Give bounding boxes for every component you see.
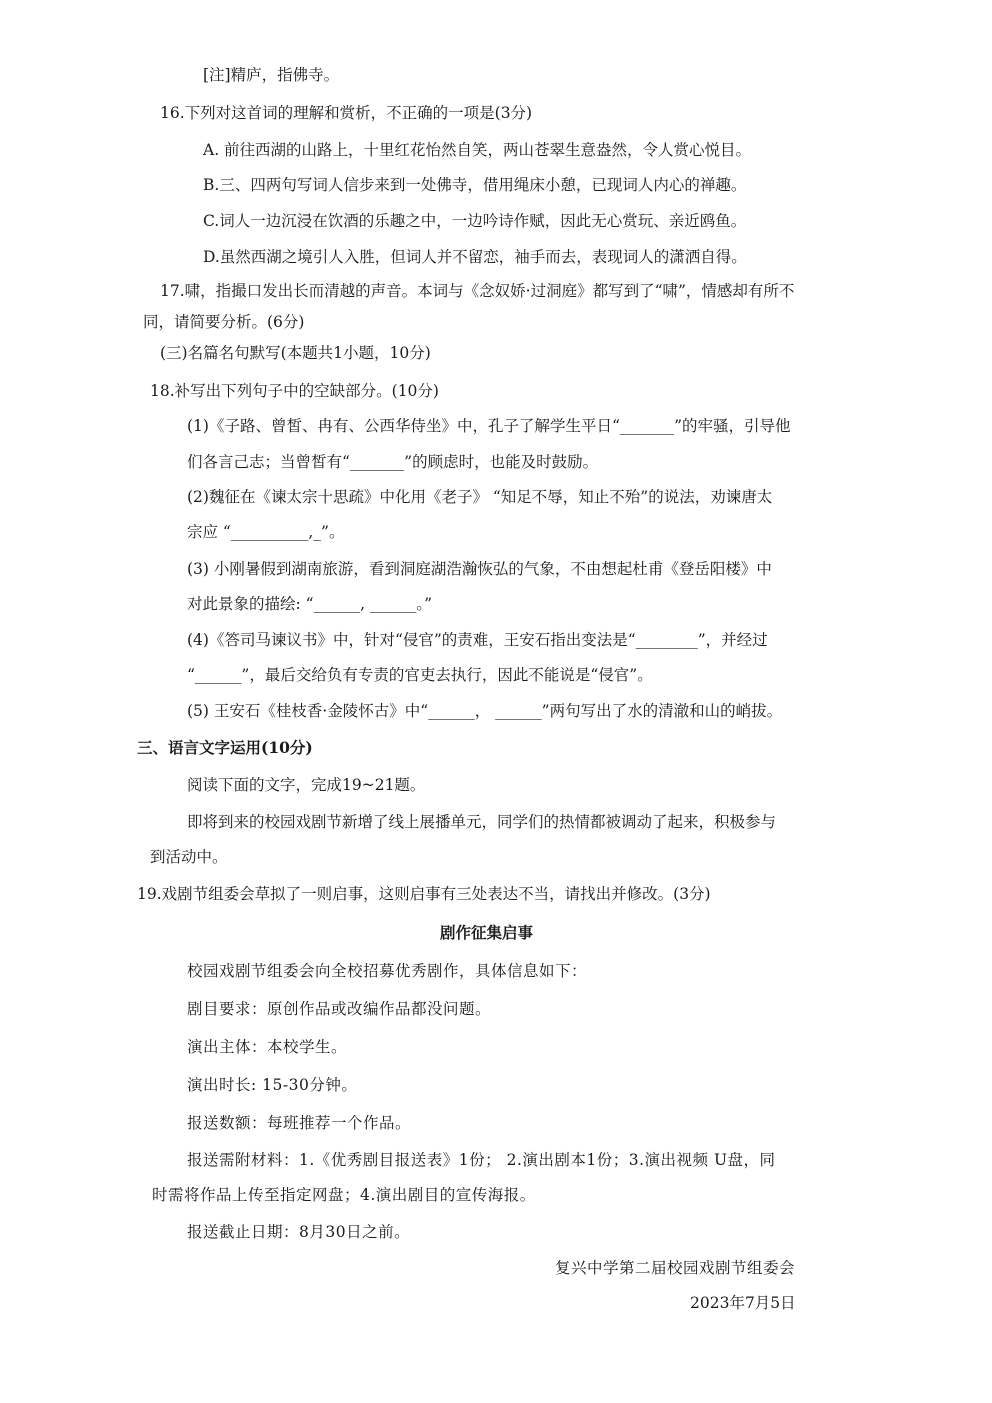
notice-line-2: 剧目要求：原创作品或改编作品都没问题。 [187, 1000, 492, 1018]
note-line: [注]精庐，指佛寺。 [203, 66, 340, 84]
notice-line-3: 演出主体：本校学生。 [187, 1038, 348, 1056]
notice-title: 剧作征集启事 [440, 924, 534, 942]
notice-line-4: 演出时长: 15-30分钟。 [187, 1076, 358, 1094]
part-three-heading: 三、语言文字运用(10分) [137, 738, 313, 757]
question-16-stem: 16.下列对这首词的理解和赏析，不正确的一项是(3分) [160, 104, 533, 122]
q18-item-1-line-1: (1)《子路、曾皙、冉有、公西华侍坐》中，孔子了解学生平日“_______”的牢骚，引导他 [187, 417, 791, 435]
question-18-stem: 18.补写出下列句子中的空缺部分。(10分) [150, 382, 439, 400]
q18-item-3-line-1: (3) 小刚暑假到湖南旅游，看到洞庭湖浩瀚恢弘的气象，不由想起杜甫《登岳阳楼》中 [187, 560, 772, 578]
notice-line-7: 时需将作品上传至指定网盘；4.演出剧目的宣传海报。 [152, 1186, 536, 1204]
question-17-line-1: 17.啸，指撮口发出长而清越的声音。本词与《念奴娇·过洞庭》都写到了“啸”，情感却有所不 [160, 282, 795, 300]
q18-item-4-line-1: (4)《答司马谏议书》中，针对“侵官”的责难，王安石指出变法是“________”，并经过 [187, 631, 768, 649]
reading-instruction: 阅读下面的文字，完成19~21题。 [187, 776, 426, 794]
section-heading-recitation: (三)名篇名句默写(本题共1小题，10分) [160, 344, 431, 362]
notice-signature: 复兴中学第二届校园戏剧节组委会 [555, 1259, 796, 1277]
q16-option-d: D.虽然西湖之境引人入胜，但词人并不留恋，袖手而去，表现词人的潇洒自得。 [203, 248, 747, 266]
q16-option-c: C.词人一边沉浸在饮酒的乐趣之中，一边吟诗作赋，因此无心赏玩、亲近鸥鱼。 [203, 212, 747, 230]
question-19-stem: 19.戏剧节组委会草拟了一则启事，这则启事有三处表达不当，请找出并修改。(3分) [137, 885, 711, 903]
q16-option-b: B.三、四两句写词人信步来到一处佛寺，借用绳床小憩，已现词人内心的禅趣。 [203, 176, 747, 194]
q18-item-1-line-2: 们各言己志；当曾皙有“_______”的顾虑时，也能及时鼓励。 [187, 453, 599, 471]
passage-line-1: 即将到来的校园戏剧节新增了线上展播单元，同学们的热情都被调动了起来，积极参与 [187, 813, 777, 831]
q18-item-3-line-2: 对此景象的描绘: “______, ______。” [187, 595, 433, 613]
passage-line-2: 到活动中。 [150, 848, 228, 866]
q18-item-5: (5) 王安石《桂枝香·金陵怀古》中“______， ______”两句写出了水的清澈和山的峭拔。 [187, 702, 783, 720]
notice-line-1: 校园戏剧节组委会向全校招募优秀剧作，具体信息如下： [187, 962, 588, 980]
question-17-line-2: 同，请简要分析。(6分) [143, 313, 305, 331]
notice-date: 2023年7月5日 [690, 1294, 796, 1312]
notice-line-5: 报送数额：每班推荐一个作品。 [187, 1114, 412, 1132]
q16-option-a: A. 前往西湖的山路上，十里红花怡然自笑，两山苍翠生意盎然，令人赏心悦目。 [203, 141, 752, 159]
q18-item-4-line-2: “______”，最后交给负有专责的官吏去执行，因此不能说是“侵官”。 [187, 666, 653, 684]
notice-line-6: 报送需附材料：1.《优秀剧目报送表》1份； 2.演出剧本1份；3.演出视频 U盘，同 [187, 1151, 776, 1169]
q18-item-2-line-1: (2)魏征在《谏太宗十思疏》中化用《老子》 “知足不辱，知止不殆”的说法，劝谏唐太 [187, 488, 773, 506]
notice-line-8: 报送截止日期：8月30日之前。 [187, 1223, 411, 1241]
q18-item-2-line-2: 宗应 “__________,_”。 [187, 523, 345, 541]
